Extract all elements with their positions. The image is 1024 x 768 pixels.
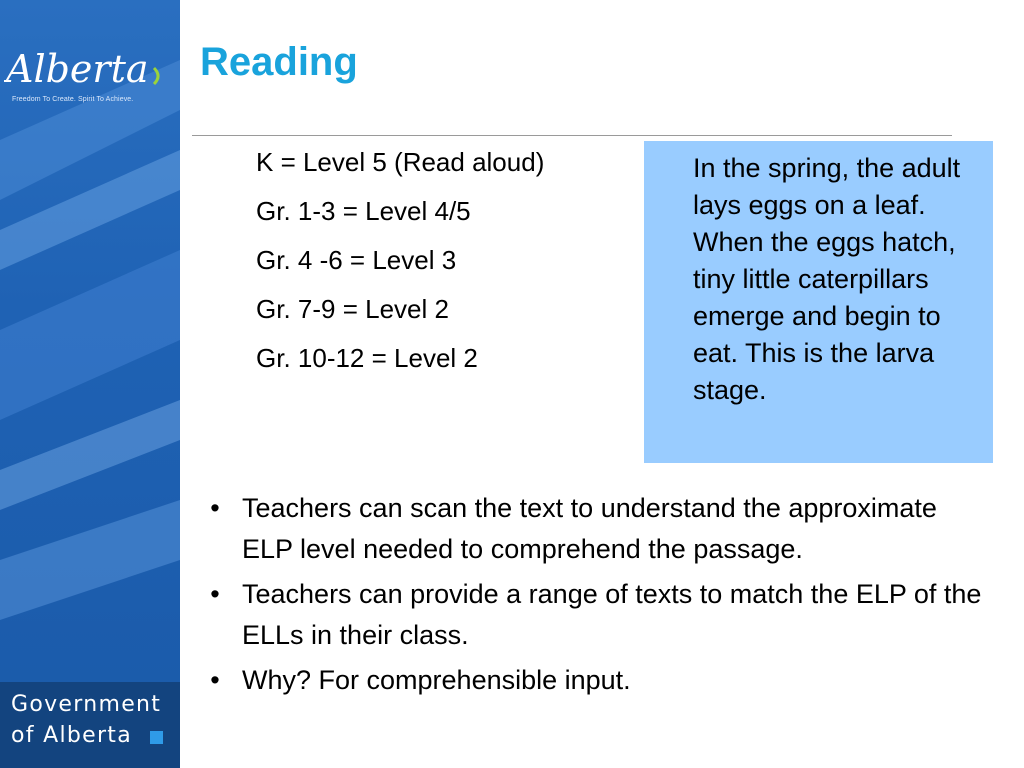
level-item: Gr. 1-3 = Level 4/5: [256, 196, 471, 226]
passage-text: In the spring, the adult lays eggs on a leaf. When the eggs hatch, tiny little caterpillars emerge and begin to eat. This is the larva stage.: [693, 153, 961, 405]
logo-wordmark: Alberta: [6, 47, 149, 91]
bullet-list: [200, 488, 990, 705]
of-alberta-label: of Alberta: [11, 723, 133, 748]
level-item: Gr. 7-9 = Level 2: [256, 294, 449, 324]
title-divider: [192, 135, 952, 136]
level-list: [256, 142, 544, 387]
bullet-text: Why? For comprehensible input.: [242, 665, 631, 695]
sidebar-banner: [0, 0, 180, 768]
government-label: Government: [11, 692, 162, 717]
bullet-item: [200, 488, 990, 570]
government-square-mark: [150, 731, 163, 744]
bullet-text: Teachers can provide a range of texts to match the ELP of the ELLs in their class.: [242, 579, 982, 650]
slide-title: Reading: [200, 40, 358, 84]
level-item: Gr. 4 -6 = Level 3: [256, 245, 457, 275]
bullet-dot-icon: •: [210, 579, 220, 609]
bullet-text: Teachers can scan the text to understand the approximate ELP level needed to comprehend the passage.: [242, 493, 937, 564]
bullet-dot-icon: •: [210, 665, 220, 695]
bullet-dot-icon: •: [210, 493, 220, 523]
sidebar-stripes: [0, 0, 180, 768]
bullet-item: [200, 574, 990, 656]
logo-tagline: Freedom To Create. Spirit To Achieve.: [12, 96, 134, 103]
level-item: K = Level 5 (Read aloud): [256, 147, 545, 177]
bullet-item: [200, 660, 990, 701]
level-item: Gr. 10-12 = Level 2: [256, 343, 478, 373]
